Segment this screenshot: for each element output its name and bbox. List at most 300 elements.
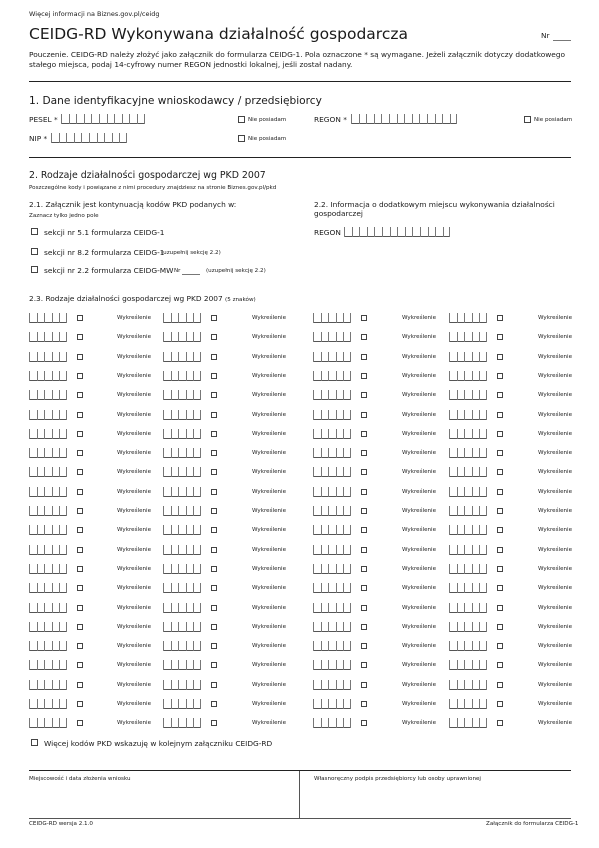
pkd-strike-label: Wykreślenie	[252, 624, 287, 630]
pkd-strike-label: Wykreślenie	[402, 450, 437, 456]
pkd-strike-checkbox[interactable]	[497, 643, 503, 649]
pkd-strike-checkbox[interactable]	[361, 392, 367, 398]
pkd-code-input[interactable]	[29, 622, 67, 632]
pkd-code-input[interactable]	[313, 622, 351, 632]
pkd-strike-checkbox[interactable]	[361, 431, 367, 437]
pkd-strike-label: Wykreślenie	[252, 450, 287, 456]
section23-heading	[29, 294, 256, 303]
pkd-code-input[interactable]	[29, 487, 67, 497]
pkd-strike-checkbox[interactable]	[361, 412, 367, 418]
pkd-strike-checkbox[interactable]	[77, 315, 83, 321]
pkd-strike-checkbox[interactable]	[361, 489, 367, 495]
pkd-code-input[interactable]	[449, 583, 487, 593]
section22-regon-input[interactable]	[344, 227, 450, 237]
section22-regon-label: REGON	[314, 228, 341, 237]
pkd-code-input[interactable]	[163, 410, 201, 420]
pkd-strike-checkbox[interactable]	[497, 450, 503, 456]
pkd-code-input[interactable]	[449, 660, 487, 670]
pkd-strike-checkbox[interactable]	[361, 450, 367, 456]
pkd-strike-label: Wykreślenie	[538, 605, 573, 611]
pkd-strike-checkbox[interactable]	[361, 662, 367, 668]
pkd-code-input[interactable]	[449, 429, 487, 439]
pkd-strike-checkbox[interactable]	[361, 624, 367, 630]
pkd-strike-checkbox[interactable]	[211, 392, 217, 398]
section21-heading: 2.1. Załącznik jest kontynuacją kodów PKD podanych w:	[29, 200, 237, 209]
pkd-strike-label: Wykreślenie	[117, 547, 152, 553]
pkd-code-input[interactable]	[29, 545, 67, 555]
pkd-strike-label: Wykreślenie	[538, 334, 573, 340]
pkd-strike-label: Wykreślenie	[117, 624, 152, 630]
pkd-strike-checkbox[interactable]	[497, 431, 503, 437]
pkd-strike-checkbox[interactable]	[361, 643, 367, 649]
pkd-code-input[interactable]	[449, 390, 487, 400]
pkd-strike-label: Wykreślenie	[252, 720, 287, 726]
pkd-code-input[interactable]	[449, 699, 487, 709]
pkd-strike-label: Wykreślenie	[402, 643, 437, 649]
pkd-strike-checkbox[interactable]	[211, 508, 217, 514]
pkd-code-input[interactable]	[313, 718, 351, 728]
pkd-strike-label: Wykreślenie	[402, 354, 437, 360]
pkd-code-input[interactable]	[163, 390, 201, 400]
pkd-strike-label: Wykreślenie	[538, 643, 573, 649]
pkd-strike-label: Wykreślenie	[252, 392, 287, 398]
pkd-code-input[interactable]	[29, 699, 67, 709]
section23-heading-text: 2.3. Rodzaje działalności gospodarczej wg PKD 2007	[29, 294, 223, 303]
pkd-strike-checkbox[interactable]	[497, 392, 503, 398]
place-date-label: Miejscowość i data złożenia wniosku	[29, 776, 131, 782]
opt3-label: sekcji nr 2.2 formularza CEIDG-MW	[44, 266, 174, 275]
pkd-strike-label: Wykreślenie	[117, 450, 152, 456]
pesel-label: PESEL *	[29, 115, 58, 124]
pkd-strike-checkbox[interactable]	[77, 334, 83, 340]
pkd-code-input[interactable]	[313, 699, 351, 709]
pkd-strike-label: Wykreślenie	[252, 605, 287, 611]
pkd-strike-checkbox[interactable]	[211, 527, 217, 533]
nr-field[interactable]	[553, 40, 571, 41]
pkd-code-input[interactable]	[449, 313, 487, 323]
pkd-code-input[interactable]	[313, 313, 351, 323]
pkd-strike-checkbox[interactable]	[211, 566, 217, 572]
section22-heading-line2: gospodarczej	[314, 209, 363, 218]
nip-input[interactable]	[51, 133, 127, 143]
info-link[interactable]: Więcej informacji na Biznes.gov.pl/ceidg	[29, 10, 160, 18]
opt2-checkbox[interactable]	[31, 248, 38, 255]
pkd-strike-label: Wykreślenie	[117, 334, 152, 340]
section1-heading: 1. Dane identyfikacyjne wnioskodawcy / przedsiębiorcy	[29, 95, 322, 107]
pkd-strike-label: Wykreślenie	[252, 489, 287, 495]
pkd-strike-label: Wykreślenie	[252, 469, 287, 475]
pkd-strike-label: Wykreślenie	[538, 682, 573, 688]
pkd-strike-checkbox[interactable]	[77, 450, 83, 456]
pkd-code-input[interactable]	[29, 313, 67, 323]
pkd-code-input[interactable]	[29, 525, 67, 535]
pkd-strike-label: Wykreślenie	[117, 720, 152, 726]
pkd-code-input[interactable]	[449, 352, 487, 362]
pkd-strike-label: Wykreślenie	[402, 585, 437, 591]
pkd-strike-checkbox[interactable]	[77, 412, 83, 418]
opt3-checkbox[interactable]	[31, 266, 38, 273]
pkd-strike-checkbox[interactable]	[77, 527, 83, 533]
opt1-label: sekcji nr 5.1 formularza CEIDG-1	[44, 228, 165, 237]
pkd-strike-label: Wykreślenie	[538, 392, 573, 398]
pkd-strike-checkbox[interactable]	[361, 527, 367, 533]
pkd-strike-checkbox[interactable]	[211, 334, 217, 340]
pkd-strike-checkbox[interactable]	[211, 547, 217, 553]
pkd-strike-checkbox[interactable]	[497, 624, 503, 630]
pkd-strike-checkbox[interactable]	[361, 508, 367, 514]
pkd-code-input[interactable]	[163, 641, 201, 651]
pkd-strike-label: Wykreślenie	[252, 334, 287, 340]
pkd-strike-label: Wykreślenie	[117, 315, 152, 321]
pkd-strike-checkbox[interactable]	[361, 373, 367, 379]
pkd-code-input[interactable]	[449, 487, 487, 497]
pkd-strike-label: Wykreślenie	[117, 508, 152, 514]
pkd-strike-checkbox[interactable]	[77, 720, 83, 726]
pkd-code-input[interactable]	[313, 545, 351, 555]
pkd-strike-checkbox[interactable]	[497, 469, 503, 475]
pkd-strike-label: Wykreślenie	[402, 624, 437, 630]
pkd-strike-label: Wykreślenie	[402, 662, 437, 668]
pkd-strike-label: Wykreślenie	[402, 720, 437, 726]
pkd-strike-checkbox[interactable]	[497, 585, 503, 591]
signature-divider	[299, 771, 300, 819]
pkd-strike-checkbox[interactable]	[361, 682, 367, 688]
pkd-strike-checkbox[interactable]	[211, 662, 217, 668]
pkd-strike-checkbox[interactable]	[361, 566, 367, 572]
pkd-code-input[interactable]	[449, 467, 487, 477]
pkd-code-input[interactable]	[29, 603, 67, 613]
pkd-strike-label: Wykreślenie	[538, 489, 573, 495]
pkd-strike-checkbox[interactable]	[497, 527, 503, 533]
pkd-strike-checkbox[interactable]	[361, 701, 367, 707]
pkd-strike-checkbox[interactable]	[211, 585, 217, 591]
pkd-strike-checkbox[interactable]	[77, 354, 83, 360]
divider	[29, 81, 571, 82]
pkd-strike-checkbox[interactable]	[497, 489, 503, 495]
pkd-code-input[interactable]	[163, 429, 201, 439]
pkd-code-input[interactable]	[29, 352, 67, 362]
pkd-code-input[interactable]	[449, 564, 487, 574]
opt3-note: (uzupełnij sekcję 2.2)	[206, 268, 266, 274]
pkd-code-input[interactable]	[449, 371, 487, 381]
pkd-strike-checkbox[interactable]	[77, 566, 83, 572]
pkd-strike-label: Wykreślenie	[252, 643, 287, 649]
pkd-strike-label: Wykreślenie	[538, 373, 573, 379]
pkd-code-input[interactable]	[449, 525, 487, 535]
pkd-code-input[interactable]	[163, 352, 201, 362]
pkd-strike-label: Wykreślenie	[252, 431, 287, 437]
pkd-code-input[interactable]	[449, 622, 487, 632]
pkd-strike-label: Wykreślenie	[252, 315, 287, 321]
pkd-code-input[interactable]	[29, 390, 67, 400]
pkd-strike-label: Wykreślenie	[538, 566, 573, 572]
pkd-strike-label: Wykreślenie	[117, 682, 152, 688]
pkd-code-input[interactable]	[163, 660, 201, 670]
pkd-strike-checkbox[interactable]	[211, 682, 217, 688]
pkd-code-input[interactable]	[313, 603, 351, 613]
pkd-code-input[interactable]	[313, 467, 351, 477]
pkd-strike-checkbox[interactable]	[497, 412, 503, 418]
pkd-strike-label: Wykreślenie	[252, 585, 287, 591]
pkd-strike-checkbox[interactable]	[211, 431, 217, 437]
pkd-strike-label: Wykreślenie	[402, 431, 437, 437]
pkd-strike-checkbox[interactable]	[77, 585, 83, 591]
pkd-strike-label: Wykreślenie	[538, 527, 573, 533]
pkd-code-input[interactable]	[163, 545, 201, 555]
pkd-strike-checkbox[interactable]	[211, 605, 217, 611]
pkd-strike-checkbox[interactable]	[497, 682, 503, 688]
pkd-code-input[interactable]	[313, 525, 351, 535]
pkd-strike-checkbox[interactable]	[361, 315, 367, 321]
divider	[29, 157, 571, 158]
pkd-strike-checkbox[interactable]	[77, 682, 83, 688]
pkd-strike-label: Wykreślenie	[252, 662, 287, 668]
pkd-code-input[interactable]	[449, 603, 487, 613]
pkd-strike-label: Wykreślenie	[402, 701, 437, 707]
pkd-code-input[interactable]	[313, 660, 351, 670]
pkd-strike-checkbox[interactable]	[497, 315, 503, 321]
pkd-code-input[interactable]	[313, 448, 351, 458]
pkd-code-input[interactable]	[449, 718, 487, 728]
pkd-strike-label: Wykreślenie	[538, 412, 573, 418]
pkd-strike-label: Wykreślenie	[538, 624, 573, 630]
instructions-line2: stałego miejsca, podaj 14-cyfrowy numer REGON jednostki lokalnej, jeśli został nadany.	[29, 60, 353, 69]
pkd-strike-label: Wykreślenie	[117, 392, 152, 398]
pkd-strike-checkbox[interactable]	[361, 354, 367, 360]
signature-bottom-line	[29, 818, 571, 819]
pkd-strike-checkbox[interactable]	[211, 469, 217, 475]
pkd-strike-checkbox[interactable]	[497, 547, 503, 553]
pkd-code-input[interactable]	[163, 506, 201, 516]
divider	[29, 770, 571, 771]
pkd-strike-label: Wykreślenie	[252, 354, 287, 360]
pkd-code-input[interactable]	[163, 680, 201, 690]
pkd-code-input[interactable]	[29, 718, 67, 728]
pkd-strike-checkbox[interactable]	[497, 508, 503, 514]
pkd-strike-checkbox[interactable]	[211, 489, 217, 495]
pkd-strike-checkbox[interactable]	[211, 624, 217, 630]
pkd-code-input[interactable]	[313, 680, 351, 690]
pkd-strike-label: Wykreślenie	[538, 431, 573, 437]
opt3-nr-label: Nr	[174, 268, 181, 274]
pkd-code-input[interactable]	[313, 332, 351, 342]
pkd-code-input[interactable]	[449, 641, 487, 651]
pkd-strike-label: Wykreślenie	[117, 373, 152, 379]
pkd-code-input[interactable]	[29, 410, 67, 420]
pkd-strike-label: Wykreślenie	[117, 585, 152, 591]
pkd-strike-label: Wykreślenie	[402, 566, 437, 572]
pkd-code-input[interactable]	[313, 352, 351, 362]
footer-attachment: Załącznik do formularza CEIDG-1	[486, 821, 579, 827]
pkd-strike-checkbox[interactable]	[211, 354, 217, 360]
pkd-strike-checkbox[interactable]	[77, 431, 83, 437]
pkd-strike-checkbox[interactable]	[77, 643, 83, 649]
pkd-code-input[interactable]	[29, 332, 67, 342]
pkd-code-input[interactable]	[163, 467, 201, 477]
pkd-strike-checkbox[interactable]	[497, 605, 503, 611]
pkd-code-input[interactable]	[313, 390, 351, 400]
pkd-code-input[interactable]	[313, 410, 351, 420]
pkd-strike-label: Wykreślenie	[538, 720, 573, 726]
nip-none-checkbox[interactable]	[238, 135, 245, 142]
nip-none-label: Nie posiadam	[248, 136, 287, 142]
pkd-code-input[interactable]	[449, 545, 487, 555]
pkd-code-input[interactable]	[163, 487, 201, 497]
pkd-code-input[interactable]	[163, 699, 201, 709]
pkd-strike-label: Wykreślenie	[252, 701, 287, 707]
instructions-line1: Pouczenie. CEIDG-RD należy złożyć jako załącznik do formularza CEIDG-1. Pola oznaczone * są wymagane. Jeżeli załącznik dotyczy dodatkowego	[29, 50, 566, 59]
pkd-strike-checkbox[interactable]	[77, 392, 83, 398]
pkd-code-input[interactable]	[313, 583, 351, 593]
pkd-strike-label: Wykreślenie	[252, 412, 287, 418]
pesel-none-label: Nie posiadam	[248, 117, 287, 123]
pkd-code-input[interactable]	[29, 467, 67, 477]
pkd-strike-label: Wykreślenie	[402, 315, 437, 321]
pesel-input[interactable]	[61, 114, 145, 124]
pkd-strike-checkbox[interactable]	[497, 334, 503, 340]
pkd-strike-label: Wykreślenie	[117, 701, 152, 707]
pkd-code-input[interactable]	[29, 506, 67, 516]
pkd-strike-label: Wykreślenie	[402, 373, 437, 379]
pkd-strike-label: Wykreślenie	[402, 392, 437, 398]
pkd-strike-label: Wykreślenie	[117, 469, 152, 475]
pkd-strike-label: Wykreślenie	[402, 527, 437, 533]
pesel-none-checkbox[interactable]	[238, 116, 245, 123]
pkd-strike-checkbox[interactable]	[77, 489, 83, 495]
pkd-strike-checkbox[interactable]	[211, 412, 217, 418]
pkd-strike-label: Wykreślenie	[402, 682, 437, 688]
pkd-code-input[interactable]	[163, 603, 201, 613]
pkd-strike-label: Wykreślenie	[402, 412, 437, 418]
regon-input[interactable]	[351, 114, 457, 124]
pkd-strike-label: Wykreślenie	[538, 450, 573, 456]
nr-label: Nr	[541, 31, 550, 40]
pkd-code-input[interactable]	[29, 564, 67, 574]
pkd-code-input[interactable]	[29, 660, 67, 670]
pkd-code-input[interactable]	[313, 487, 351, 497]
pkd-strike-label: Wykreślenie	[252, 547, 287, 553]
pkd-strike-checkbox[interactable]	[361, 469, 367, 475]
opt2-note: (uzupełnij sekcję 2.2)	[161, 250, 221, 256]
pkd-code-input[interactable]	[449, 680, 487, 690]
pkd-code-input[interactable]	[29, 429, 67, 439]
pkd-code-input[interactable]	[163, 525, 201, 535]
pkd-code-input[interactable]	[313, 371, 351, 381]
pkd-strike-checkbox[interactable]	[361, 720, 367, 726]
pkd-code-input[interactable]	[29, 680, 67, 690]
pkd-strike-label: Wykreślenie	[117, 605, 152, 611]
pkd-strike-label: Wykreślenie	[252, 373, 287, 379]
pkd-strike-label: Wykreślenie	[402, 547, 437, 553]
pkd-strike-label: Wykreślenie	[538, 585, 573, 591]
signature-label: Własnoręczny podpis przedsiębiorcy lub osoby uprawnionej	[314, 776, 481, 782]
pkd-strike-checkbox[interactable]	[77, 547, 83, 553]
pkd-code-input[interactable]	[29, 371, 67, 381]
pkd-strike-label: Wykreślenie	[117, 354, 152, 360]
pkd-strike-checkbox[interactable]	[211, 701, 217, 707]
pkd-strike-label: Wykreślenie	[538, 547, 573, 553]
pkd-code-input[interactable]	[29, 641, 67, 651]
pkd-strike-label: Wykreślenie	[538, 508, 573, 514]
pkd-code-input[interactable]	[313, 429, 351, 439]
pkd-code-input[interactable]	[313, 506, 351, 516]
pkd-strike-checkbox[interactable]	[211, 373, 217, 379]
regon-label: REGON *	[314, 115, 347, 124]
pkd-strike-checkbox[interactable]	[77, 662, 83, 668]
nip-label: NIP *	[29, 134, 48, 143]
pkd-code-input[interactable]	[163, 583, 201, 593]
opt3-nr-field[interactable]	[182, 274, 200, 275]
opt1-checkbox[interactable]	[31, 228, 38, 235]
pkd-strike-checkbox[interactable]	[77, 605, 83, 611]
pkd-strike-label: Wykreślenie	[117, 566, 152, 572]
pkd-strike-checkbox[interactable]	[211, 720, 217, 726]
pkd-strike-checkbox[interactable]	[361, 334, 367, 340]
pkd-strike-checkbox[interactable]	[361, 547, 367, 553]
section23-note: (5 znaków)	[225, 297, 256, 303]
pkd-strike-label: Wykreślenie	[402, 334, 437, 340]
pkd-strike-label: Wykreślenie	[252, 566, 287, 572]
pkd-code-input[interactable]	[163, 564, 201, 574]
pkd-code-input[interactable]	[163, 371, 201, 381]
pkd-strike-checkbox[interactable]	[77, 624, 83, 630]
pkd-code-input[interactable]	[313, 641, 351, 651]
pkd-strike-checkbox[interactable]	[497, 373, 503, 379]
pkd-strike-checkbox[interactable]	[211, 643, 217, 649]
pkd-code-input[interactable]	[163, 313, 201, 323]
pkd-strike-checkbox[interactable]	[497, 720, 503, 726]
pkd-code-input[interactable]	[449, 448, 487, 458]
pkd-code-input[interactable]	[29, 583, 67, 593]
pkd-strike-checkbox[interactable]	[211, 450, 217, 456]
pkd-code-input[interactable]	[449, 410, 487, 420]
pkd-strike-checkbox[interactable]	[361, 605, 367, 611]
pkd-strike-checkbox[interactable]	[497, 566, 503, 572]
pkd-strike-label: Wykreślenie	[402, 489, 437, 495]
pkd-strike-checkbox[interactable]	[77, 373, 83, 379]
pkd-strike-label: Wykreślenie	[402, 508, 437, 514]
section21-hint: Zaznacz tylko jedno pole	[29, 213, 99, 219]
pkd-code-input[interactable]	[163, 332, 201, 342]
pkd-strike-label: Wykreślenie	[538, 354, 573, 360]
pkd-strike-checkbox[interactable]	[211, 315, 217, 321]
more-codes-checkbox[interactable]	[31, 739, 38, 746]
page-title: CEIDG-RD Wykonywana działalność gospodarcza	[29, 25, 408, 43]
pkd-code-input[interactable]	[449, 332, 487, 342]
pkd-strike-label: Wykreślenie	[252, 508, 287, 514]
pkd-code-input[interactable]	[29, 448, 67, 458]
section2-heading: 2. Rodzaje działalności gospodarczej wg PKD 2007	[29, 170, 266, 181]
pkd-strike-checkbox[interactable]	[497, 701, 503, 707]
pkd-strike-checkbox[interactable]	[361, 585, 367, 591]
pkd-strike-checkbox[interactable]	[77, 508, 83, 514]
pkd-strike-label: Wykreślenie	[252, 682, 287, 688]
pkd-strike-checkbox[interactable]	[77, 701, 83, 707]
pkd-code-input[interactable]	[163, 622, 201, 632]
regon-none-checkbox[interactable]	[524, 116, 531, 123]
pkd-strike-label: Wykreślenie	[117, 643, 152, 649]
pkd-code-input[interactable]	[313, 564, 351, 574]
pkd-strike-checkbox[interactable]	[497, 662, 503, 668]
pkd-strike-label: Wykreślenie	[402, 469, 437, 475]
pkd-strike-checkbox[interactable]	[497, 354, 503, 360]
pkd-code-input[interactable]	[449, 506, 487, 516]
pkd-strike-checkbox[interactable]	[77, 469, 83, 475]
footer-version: CEIDG-RD wersja 2.1.0	[29, 821, 93, 827]
pkd-code-input[interactable]	[163, 448, 201, 458]
pkd-code-input[interactable]	[163, 718, 201, 728]
pkd-strike-label: Wykreślenie	[538, 315, 573, 321]
